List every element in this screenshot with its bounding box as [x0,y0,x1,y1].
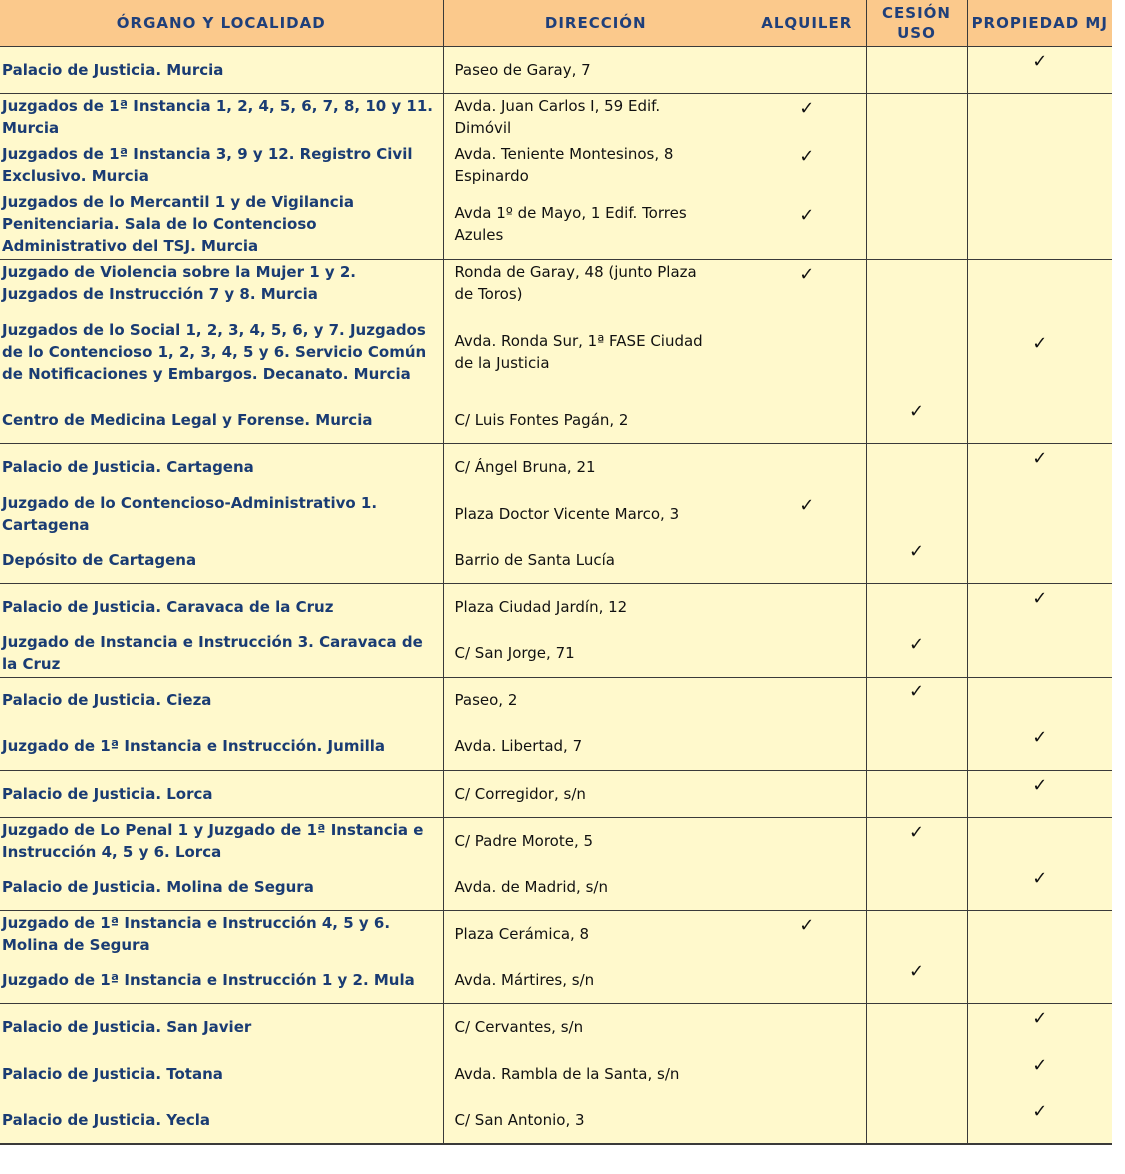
organo-cell: Palacio de Justicia. Cieza [0,677,443,723]
organo-cell: Palacio de Justicia. Totana [0,1050,443,1097]
direccion-cell: C/ Luis Fontes Pagán, 2 [443,397,748,443]
cesion-cell [866,957,967,1003]
table-row [0,864,1112,910]
propiedad-cell [967,537,1112,583]
direccion-cell: C/ San Antonio, 3 [443,1097,748,1144]
organo-cell: Palacio de Justicia. San Javier [0,1003,443,1050]
cesion-cell [866,864,967,910]
direccion-cell: Paseo, 2 [443,677,748,723]
alquiler-cell [748,910,866,957]
cesion-cell [866,770,967,817]
check-icon: ✓ [799,98,815,120]
table-row [0,1050,1112,1097]
direccion-cell: Avda. Teniente Montesinos, 8 Espinardo [443,141,748,189]
direccion-cell: Paseo de Garay, 7 [443,46,748,93]
cesion-cell [866,583,967,630]
cesion-cell [866,723,967,770]
check-icon: ✓ [908,400,925,422]
table-row [0,630,1112,677]
alquiler-cell [748,583,866,630]
organo-cell: Juzgado de Instancia e Instrucción 3. Caravaca de la Cruz [0,630,443,677]
propiedad-cell [967,397,1112,443]
organo-cell: Juzgado de lo Contencioso-Administrativo 1. Cartagena [0,490,443,537]
table-row [0,537,1112,583]
propiedad-cell [967,93,1112,141]
table-row [0,677,1112,723]
alquiler-cell [748,1097,866,1144]
cesion-cell [866,443,967,490]
cesion-cell [866,677,967,723]
propiedad-cell [967,817,1112,864]
organo-cell: Juzgados de 1ª Instancia 3, 9 y 12. Registro Civil Exclusivo. Murcia [0,141,443,189]
organo-cell: Palacio de Justicia. Molina de Segura [0,864,443,910]
direccion-cell: C/ Corregidor, s/n [443,770,748,817]
alquiler-cell [748,723,866,770]
cesion-cell [866,490,967,537]
table-row [0,397,1112,443]
table-row [0,1097,1112,1144]
organo-cell: Juzgado de Lo Penal 1 y Juzgado de 1ª Instancia e Instrucción 4, 5 y 6. Lorca [0,817,443,864]
organo-cell: Juzgado de 1ª Instancia e Instrucción 4, 5 y 6. Molina de Segura [0,910,443,957]
cesion-cell [866,817,967,864]
direccion-cell: C/ Ángel Bruna, 21 [443,443,748,490]
direccion-cell: Avda. Juan Carlos I, 59 Edif. Dimóvil [443,93,748,141]
header-propiedad: PROPIEDAD MJ [967,0,1112,46]
table-row [0,910,1112,957]
alquiler-cell [748,490,866,537]
cesion-cell [866,910,967,957]
direccion-cell: C/ Padre Morote, 5 [443,817,748,864]
propiedad-cell [967,723,1112,770]
organo-cell: Juzgado de Violencia sobre la Mujer 1 y 2. Juzgados de Instrucción 7 y 8. Murcia [0,259,443,307]
propiedad-cell [967,910,1112,957]
table-row [0,723,1112,770]
organo-cell: Juzgados de 1ª Instancia 1, 2, 4, 5, 6, 7, 8, 10 y 11. Murcia [0,93,443,141]
check-icon: ✓ [1032,1054,1048,1076]
organo-cell: Juzgado de 1ª Instancia e Instrucción 1 y 2. Mula [0,957,443,1003]
alquiler-cell [748,1050,866,1097]
check-icon: ✓ [1032,333,1048,354]
check-icon: ✓ [1032,587,1048,609]
organo-cell: Palacio de Justicia. Yecla [0,1097,443,1144]
alquiler-cell [748,1003,866,1050]
propiedad-cell [967,490,1112,537]
cesion-cell [866,1003,967,1050]
check-icon: ✓ [799,494,815,516]
table-row [0,957,1112,1003]
direccion-cell: C/ Cervantes, s/n [443,1003,748,1050]
alquiler-cell [748,864,866,910]
table-row [0,189,1112,259]
propiedad-cell [967,677,1112,723]
organo-cell: Juzgados de lo Social 1, 2, 3, 4, 5, 6, y 7. Juzgados de lo Contencioso 1, 2, 3, 4, 5 y 6. Servicio Común de Notificaciones y Embargos. Decanato. Murcia [0,307,443,397]
cesion-cell [866,307,967,397]
organo-cell: Depósito de Cartagena [0,537,443,583]
table-row [0,817,1112,864]
direccion-cell: Avda. Libertad, 7 [443,723,748,770]
direccion-cell: Avda. de Madrid, s/n [443,864,748,910]
alquiler-cell [748,259,866,307]
table-row [0,1003,1112,1050]
check-icon: ✓ [1032,867,1048,889]
organo-cell: Palacio de Justicia. Caravaca de la Cruz [0,583,443,630]
alquiler-cell [748,957,866,1003]
propiedad-cell [967,583,1112,630]
alquiler-cell [748,677,866,723]
check-icon: ✓ [908,681,925,703]
organo-cell: Palacio de Justicia. Lorca [0,770,443,817]
propiedad-cell [967,443,1112,490]
propiedad-cell [967,189,1112,259]
propiedad-cell [967,46,1112,93]
check-icon: ✓ [1032,1007,1048,1029]
table-row [0,770,1112,817]
direccion-cell: Avda. Mártires, s/n [443,957,748,1003]
header-cesion: CESIÓN USO [866,0,967,46]
organo-cell: Palacio de Justicia. Murcia [0,46,443,93]
alquiler-cell [748,537,866,583]
table-row [0,46,1112,93]
cesion-cell [866,93,967,141]
propiedad-cell [967,1097,1112,1144]
check-icon: ✓ [1032,727,1048,749]
table-row [0,490,1112,537]
propiedad-cell [967,307,1112,397]
check-icon: ✓ [908,540,925,562]
organo-cell: Palacio de Justicia. Cartagena [0,443,443,490]
direccion-cell: C/ San Jorge, 71 [443,630,748,677]
direccion-cell: Avda. Ronda Sur, 1ª FASE Ciudad de la Justicia [443,307,748,397]
header-alquiler: ALQUILER [748,0,866,46]
cesion-cell [866,630,967,677]
alquiler-cell [748,817,866,864]
table-row [0,93,1112,141]
direccion-cell: Plaza Doctor Vicente Marco, 3 [443,490,748,537]
cesion-cell [866,46,967,93]
cesion-cell [866,397,967,443]
direccion-cell: Plaza Cerámica, 8 [443,910,748,957]
alquiler-cell [748,141,866,189]
direccion-cell: Ronda de Garay, 48 (junto Plaza de Toros) [443,259,748,307]
alquiler-cell [748,93,866,141]
direccion-cell: Barrio de Santa Lucía [443,537,748,583]
table-row [0,259,1112,307]
check-icon: ✓ [908,821,925,843]
alquiler-cell [748,46,866,93]
check-icon: ✓ [1032,1101,1048,1122]
cesion-cell [866,537,967,583]
check-icon: ✓ [1032,447,1048,469]
check-icon: ✓ [799,204,815,226]
propiedad-cell [967,1050,1112,1097]
alquiler-cell [748,189,866,259]
organo-cell: Centro de Medicina Legal y Forense. Murcia [0,397,443,443]
propiedad-cell [967,259,1112,307]
check-icon: ✓ [908,960,925,982]
header-direccion: DIRECCIÓN [443,0,748,46]
table-row [0,583,1112,630]
alquiler-cell [748,443,866,490]
propiedad-cell [967,141,1112,189]
alquiler-cell [748,307,866,397]
propiedad-cell [967,957,1112,1003]
table-row [0,141,1112,189]
check-icon: ✓ [908,634,925,656]
table-row [0,443,1112,490]
table-row [0,307,1112,397]
cesion-cell [866,189,967,259]
check-icon: ✓ [799,146,815,167]
alquiler-cell [748,397,866,443]
propiedad-cell [967,770,1112,817]
propiedad-cell [967,864,1112,910]
cesion-cell [866,141,967,189]
direccion-cell: Avda 1º de Mayo, 1 Edif. Torres Azules [443,189,748,259]
alquiler-cell [748,770,866,817]
organo-cell: Juzgados de lo Mercantil 1 y de Vigilancia Penitenciaria. Sala de lo Contencioso Administrativo del TSJ. Murcia [0,189,443,259]
check-icon: ✓ [1032,50,1048,72]
propiedad-cell [967,630,1112,677]
header-organo: ÓRGANO Y LOCALIDAD [0,0,443,46]
check-icon: ✓ [799,264,815,286]
check-icon: ✓ [799,914,815,936]
check-icon: ✓ [1032,774,1048,796]
direccion-cell: Plaza Ciudad Jardín, 12 [443,583,748,630]
cesion-cell [866,259,967,307]
cesion-cell [866,1050,967,1097]
alquiler-cell [748,630,866,677]
direccion-cell: Avda. Rambla de la Santa, s/n [443,1050,748,1097]
organo-cell: Juzgado de 1ª Instancia e Instrucción. Jumilla [0,723,443,770]
cesion-cell [866,1097,967,1144]
propiedad-cell [967,1003,1112,1050]
header-row [0,0,1112,46]
